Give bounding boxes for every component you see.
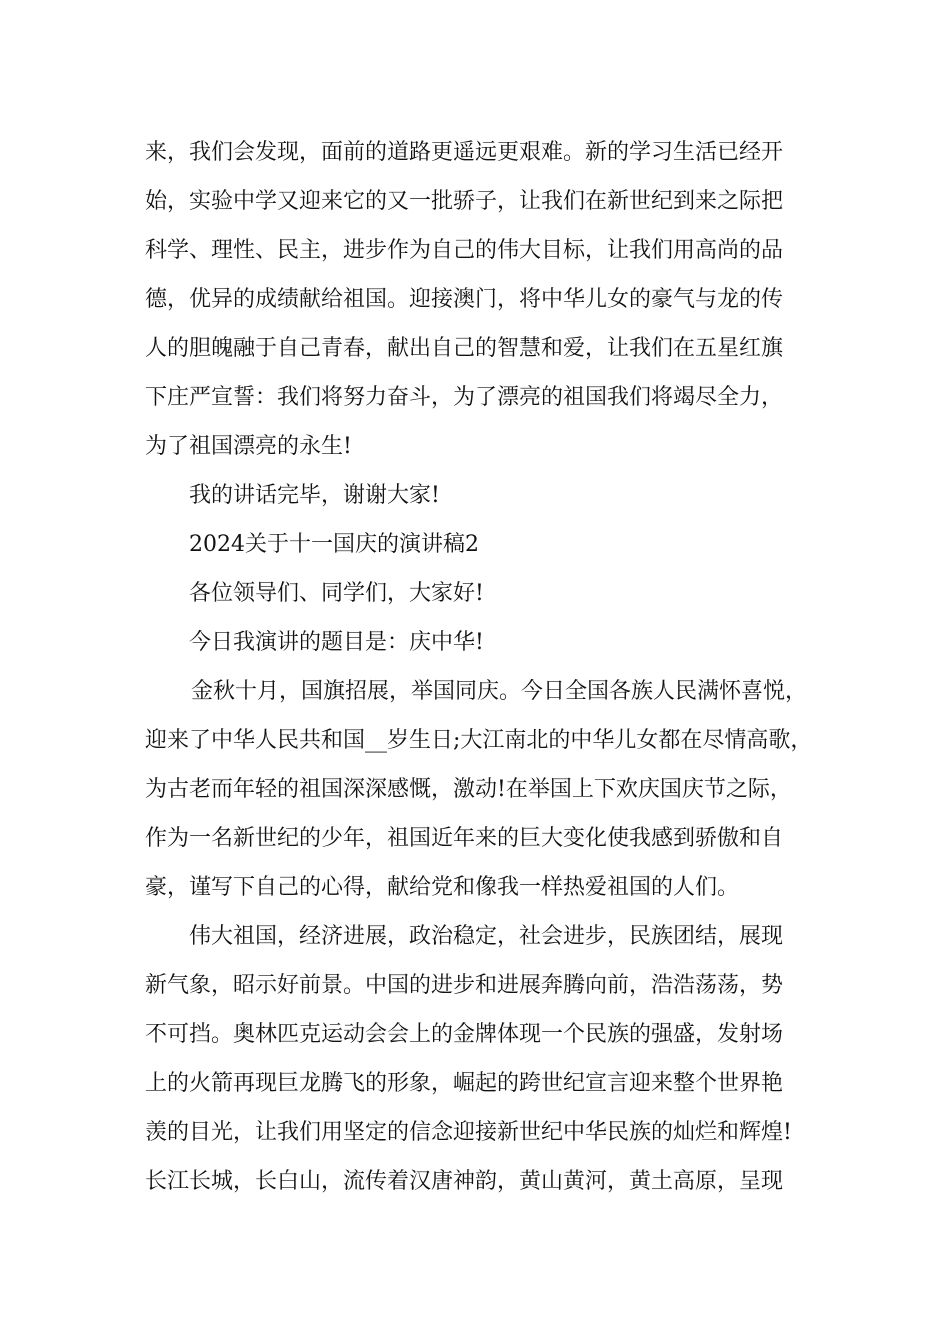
paragraph-line: 豪，谨写下自己的心得，献给党和像我一样热爱祖国的人们。 bbox=[145, 875, 740, 900]
paragraph-line: 金秋十月，国旗招展，举国同庆。今日全国各族人民满怀喜悦， bbox=[191, 679, 808, 704]
topic-line: 今日我演讲的题目是：庆中华! bbox=[189, 630, 484, 655]
paragraph-line: 新气象，昭示好前景。中国的进步和进展奔腾向前，浩浩荡荡，势 bbox=[145, 973, 784, 998]
paragraph-line: 迎来了中华人民共和国__岁生日;大江南北的中华儿女都在尽情高歌， bbox=[145, 728, 813, 753]
paragraph-line: 上的火箭再现巨龙腾飞的形象，崛起的跨世纪宣言迎来整个世界艳 bbox=[145, 1071, 784, 1096]
paragraph-line: 人的胆魄融于自己青春，献出自己的智慧和爱，让我们在五星红旗 bbox=[145, 336, 784, 361]
closing-line: 我的讲话完毕，谢谢大家! bbox=[189, 483, 440, 508]
paragraph-line: 为了祖国漂亮的永生! bbox=[145, 434, 352, 459]
paragraph-line: 伟大祖国，经济进展，政治稳定，社会进步，民族团结，展现 bbox=[189, 924, 784, 949]
paragraph-line: 长江长城，长白山，流传着汉唐神韵，黄山黄河，黄土高原，呈现 bbox=[145, 1169, 784, 1194]
section-title: 2024关于十一国庆的演讲稿2 bbox=[189, 532, 479, 557]
paragraph-line: 下庄严宣誓：我们将努力奋斗，为了漂亮的祖国我们将竭尽全力， bbox=[145, 385, 784, 410]
paragraph-line: 始，实验中学又迎来它的又一批骄子，让我们在新世纪到来之际把 bbox=[145, 189, 784, 214]
document-body bbox=[145, 128, 835, 1206]
paragraph-line: 羡的目光，让我们用坚定的信念迎接新世纪中华民族的灿烂和辉煌! bbox=[145, 1120, 792, 1145]
greeting-line: 各位领导们、同学们，大家好! bbox=[189, 581, 484, 606]
paragraph-line: 不可挡。奥林匹克运动会会上的金牌体现一个民族的强盛，发射场 bbox=[145, 1022, 784, 1047]
paragraph-line: 来，我们会发现，面前的道路更遥远更艰难。新的学习生活已经开 bbox=[145, 140, 784, 165]
paragraph-line: 德，优异的成绩献给祖国。迎接澳门，将中华儿女的豪气与龙的传 bbox=[145, 287, 784, 312]
paragraph-line: 作为一名新世纪的少年，祖国近年来的巨大变化使我感到骄傲和自 bbox=[145, 826, 784, 851]
paragraph-line: 科学、理性、民主，进步作为自己的伟大目标，让我们用高尚的品 bbox=[145, 238, 784, 263]
paragraph-line: 为古老而年轻的祖国深深感慨，激动!在举国上下欢庆国庆节之际， bbox=[145, 777, 792, 802]
